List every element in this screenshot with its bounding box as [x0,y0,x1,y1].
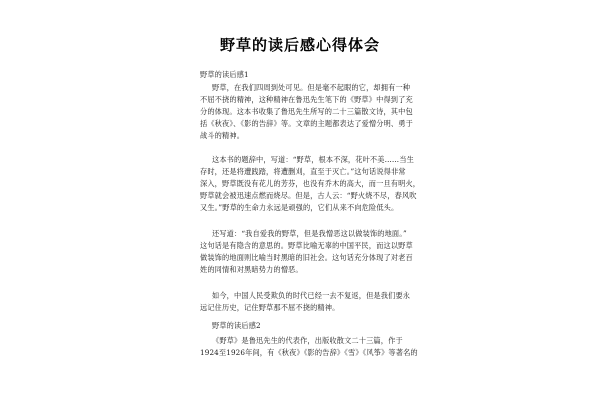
text-line: 姓的同情和对黑暗势力的憎恶。 [200,265,303,274]
section-heading-1: 野草的读后感1 [200,70,249,79]
section-heading-2: 野草的读后感2 [212,321,261,330]
text-line: 野草就会被迅速点燃而烧尽。但是，古人云：“野火烧不尽，春风吹 [200,191,417,200]
text-line: 如今，中国人民受欺负的时代已经一去不复返，但是我们要永 [212,291,411,300]
text-line: 存时，还是将遭践踏，将遭删刈，直至于灭亡。”这句话说得非常 [200,167,406,176]
text-line: 括《秋夜》、《影的告辞》等。文章的主题都表达了爱憎分明、勇于 [200,119,413,128]
text-line: 战斗的精神。 [200,131,245,140]
text-line: 这句话是有隐含的意思的。野草比喻无辜的中国平民，而这以野草 [200,241,413,250]
text-line: 还写道：“我自爱我的野草，但是我憎恶这以做装饰的地面。” [212,229,407,238]
text-line: 深入，野草既没有花儿的芳芬，也没有乔木的高大，而一旦有明火， [200,179,421,188]
text-line: 做装饰的地面则比喻当时黑暗的旧社会。这句话充分体现了对老百 [200,253,413,262]
text-line: 这本书的题辞中，写道：“野草，根本不深，花叶不美……当生 [212,155,414,164]
text-line: 远记住历史，记住野草那不屈不挠的精神。 [200,303,340,312]
text-line: 1924至1926年间，有《秋夜》《影的告辞》《雪》《风筝》等著名的 [200,348,418,357]
document-title: 野草的读后感心得体会 [220,36,381,54]
text-line: 《野草》是鲁迅先生的代表作，出版收散文二十三篇，作于 [212,336,403,345]
text-line: 野草，在我们四周到处可见。但是毫不起眼的它，却拥有一种 [212,83,411,92]
text-line: 分的体现。这本书收集了鲁迅先生所写的二十三篇散文诗，其中包 [200,107,413,116]
text-line: 又生。”野草的生命力永远是顽强的，它们从来不向危险低头。 [200,203,399,212]
text-line: 不屈不挠的精神，这种精神在鲁迅先生笔下的《野草》中得到了充 [200,95,413,104]
